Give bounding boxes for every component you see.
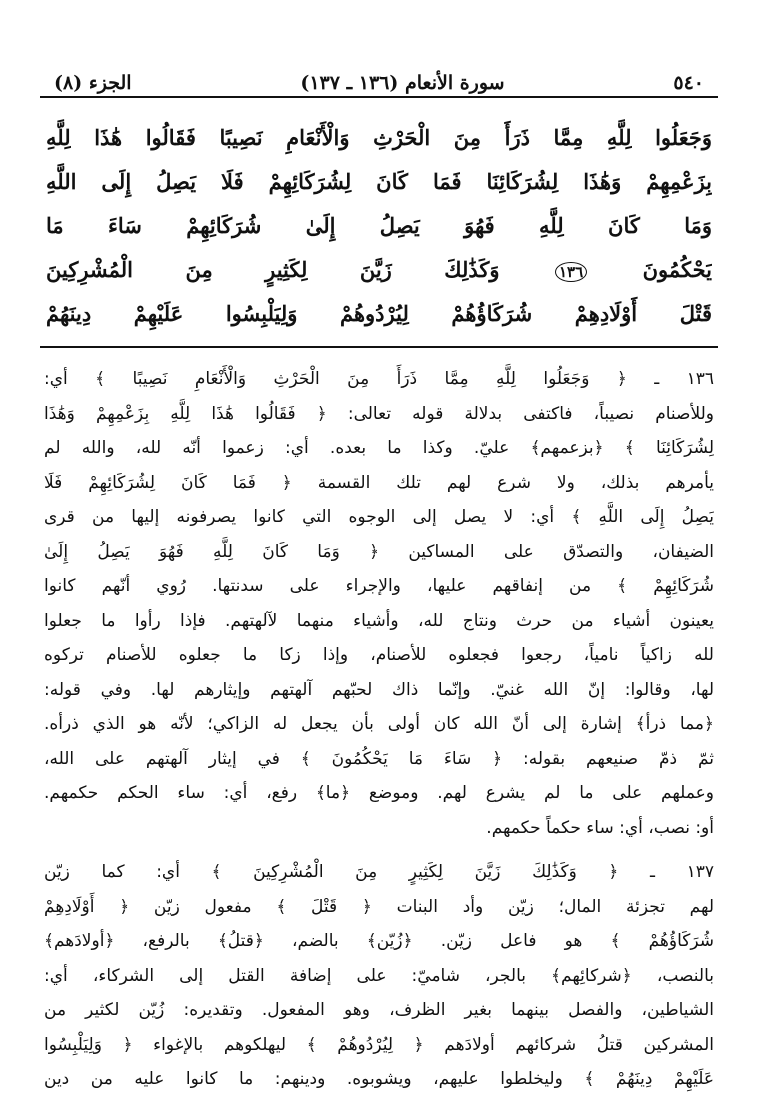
paragraph-gap xyxy=(44,845,714,855)
verse-line: بِزَعْمِهِمْ وَهَٰذَا لِشُرَكَائِنَا فَمَا كَانَ لِشُرَكَائِهِمْ فَلَا يَصِلُ إِلَى اللَّهِ xyxy=(46,169,712,194)
commentary-line: وعملهم على ما لم يشرع لهم. وموضع ﴿ما﴾ رفع، أي: ساء الحكم حكمهم. xyxy=(44,783,714,803)
page-header xyxy=(40,60,718,98)
commentary-line: لله زاكياً نامياً، رجعوا فجعلوه للأصنام، وإذا زكا ما جعلوه للأصنام تركوه xyxy=(44,645,714,665)
commentary-line: يعينون أشياء من حرث ونتاج لله، وأشياء منهما لآلهتهم. فإذا رأوا ما جعلوا xyxy=(44,610,714,631)
commentary-line: الشياطين، والفصل بينهما بغير الظرف، وهو المفعول. وتقديره: زُيّن لكثير من xyxy=(44,1000,714,1020)
quran-verses xyxy=(40,116,718,336)
commentary-line: ثمّ ذمّ صنيعهم بقوله: ﴿ سَاءَ مَا يَحْكُمُونَ ﴾ في إيثار آلهتهم على الله، xyxy=(44,748,714,769)
commentary-line: أو: نصب، أي: ساء حكماً حكمهم. xyxy=(486,817,714,838)
section-divider xyxy=(40,346,718,348)
commentary-line: عَلَيْهِمْ دِينَهُمْ ﴾ وليخلطوا عليهم، ويشوبوه. ودينهم: ما كانوا عليه من دين xyxy=(44,1069,714,1089)
commentary-line: ﴿مما ذرأ﴾ إشارة إلى أنّ الله كان أولى بأن يجعل له الزاكي؛ لأنّه هو الذي ذرأه. xyxy=(44,714,714,734)
verse-line: قَتْلَ أَوْلَادِهِمْ شُرَكَاؤُهُمْ لِيُرْدُوهُمْ وَلِيَلْبِسُوا عَلَيْهِمْ دِينَهُمْ xyxy=(46,301,712,326)
verse-number-marker: ١٣٦ xyxy=(555,262,587,282)
verse-line xyxy=(46,248,712,292)
verse-line: وَمَا كَانَ لِلَّهِ فَهُوَ يَصِلُ إِلَىٰ شُرَكَائِهِمْ سَاءَ مَا xyxy=(46,213,712,238)
commentary-line: ١٣٧ ـ ﴿ وَكَذَٰلِكَ زَيَّنَ لِكَثِيرٍ مِنَ الْمُشْرِكِينَ ﴾ أي: كما زيّن xyxy=(44,862,714,882)
commentary-line: لِشُرَكَائِنَا ﴾ ﴿بزعمهم﴾ عليّ. وكذا ما بعده. أي: زعموا أنّه لله، والله لم xyxy=(44,438,714,458)
commentary-line: يأمرهم بذلك، ولا شرع لهم تلك القسمة ﴿ فَمَا كَانَ لِشُرَكَائِهِمْ فَلَا xyxy=(44,472,714,493)
commentary-line: شُرَكَاؤُهُمْ ﴾ هو فاعل زيّن. ﴿زُيّن﴾ بالضم، ﴿قتلُ﴾ بالرفع، ﴿أولادَهم﴾ xyxy=(44,931,714,951)
commentary-line: ١٣٦ ـ ﴿ وَجَعَلُوا لِلَّهِ مِمَّا ذَرَأَ مِنَ الْحَرْثِ وَالْأَنْعَامِ نَصِيبًا ﴾ أي: xyxy=(44,369,714,389)
surah-title: سورة الأنعام (١٣٦ ـ ١٣٧) xyxy=(300,72,505,94)
verse-segment: وَكَذَٰلِكَ زَيَّنَ لِكَثِيرٍ مِنَ الْمُشْرِكِينَ xyxy=(46,257,500,282)
page-number: ٥٤٠ xyxy=(673,72,704,94)
commentary-line: المشركين قتلُ شركائهم أولادَهم ﴿ لِيُرْدُوهُمْ ﴾ ليهلكوهم بالإغواء ﴿ وَلِيَلْبِسُوا xyxy=(44,1034,714,1055)
commentary-line: يَصِلُ إِلَى اللَّهِ ﴾ أي: لا يصل إلى الوجوه التي كانوا يصرفونه إليها من قرى xyxy=(44,507,714,527)
commentary-line: لها، وقالوا: إنّ الله غنيّ. وإنّما ذاك لحبّهم آلهتهم وإيثارهم لها. وفي قوله: xyxy=(44,679,714,700)
commentary-paragraph-137 xyxy=(44,855,714,1097)
verse-segment: يَحْكُمُونَ xyxy=(642,257,712,282)
book-page xyxy=(40,60,718,1097)
commentary-paragraph-136 xyxy=(44,362,714,845)
tafsir-commentary xyxy=(40,362,718,1097)
verse-line: وَجَعَلُوا لِلَّهِ مِمَّا ذَرَأَ مِنَ الْحَرْثِ وَالْأَنْعَامِ نَصِيبًا فَقَالُوا هَٰذَا لِلَّهِ xyxy=(46,125,712,150)
commentary-line: الضيفان، والتصدّق على المساكين ﴿ وَمَا كَانَ لِلَّهِ فَهُوَ يَصِلُ إِلَىٰ xyxy=(44,541,714,562)
juz-label: الجزء (٨) xyxy=(54,72,132,94)
commentary-line: وللأصنام نصيباً، فاكتفى بدلالة قوله تعالى: ﴿ فَقَالُوا هَٰذَا لِلَّهِ بِزَعْمِهِمْ وَهَٰذَا xyxy=(44,403,714,424)
commentary-line: شُرَكَائِهِمْ ﴾ من إنفاقهم عليها، والإجراء على سدنتها. رُوي أنّهم كانوا xyxy=(44,576,714,596)
commentary-line: لهم تجزئة المال؛ زيّن وأد البنات ﴿ قَتْلَ ﴾ مفعول زيّن ﴿ أَوْلَادِهِمْ xyxy=(44,896,714,917)
commentary-line: بالنصب، ﴿شركائِهم﴾ بالجر، شاميّ: على إضافة القتل إلى الشركاء، أي: xyxy=(44,965,714,986)
